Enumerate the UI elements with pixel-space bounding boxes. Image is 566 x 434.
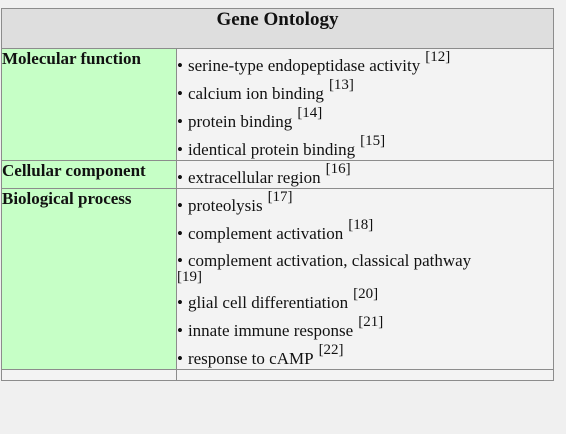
list-item — [177, 217, 553, 244]
term-label: response to cAMP — [187, 349, 314, 368]
term-list — [177, 189, 553, 369]
bullet-icon: • — [177, 168, 183, 187]
list-item — [177, 189, 553, 216]
bullet-icon: • — [177, 196, 183, 215]
term-label: calcium ion binding — [187, 84, 324, 103]
terms-cell — [177, 49, 554, 161]
term-label: proteolysis — [187, 196, 263, 215]
section-row-cellular-component — [2, 161, 554, 189]
bullet-icon: • — [177, 293, 183, 312]
list-item — [177, 286, 553, 313]
reference-link[interactable]: [15] — [360, 133, 386, 149]
list-item — [177, 77, 553, 104]
reference-link[interactable]: [20] — [353, 286, 379, 302]
reference-link[interactable]: [19] — [177, 269, 202, 285]
section-row-biological-process — [2, 189, 554, 370]
bullet-icon: • — [177, 84, 183, 103]
category-label: Molecular function — [2, 49, 177, 161]
reference-link[interactable]: [12] — [425, 49, 451, 65]
reference-link[interactable]: [18] — [348, 217, 374, 233]
reference-link[interactable]: [21] — [358, 314, 384, 330]
list-item — [177, 161, 553, 188]
category-label: Biological process — [2, 189, 177, 370]
term-label: extracellular region — [187, 168, 321, 187]
reference-link[interactable]: [17] — [267, 189, 293, 205]
table-title: Gene Ontology — [2, 9, 554, 49]
term-label: complement activation — [187, 224, 344, 243]
term-label: serine-type endopeptidase activity — [187, 56, 421, 75]
term-label: innate immune response — [187, 321, 354, 340]
bullet-icon: • — [177, 321, 183, 340]
footer-cell — [2, 370, 177, 381]
term-list — [177, 49, 553, 160]
bullet-icon: • — [177, 56, 183, 75]
bullet-icon: • — [177, 112, 183, 131]
bullet-icon: • — [177, 349, 183, 368]
reference-link[interactable]: [16] — [325, 161, 351, 177]
bullet-icon: • — [177, 251, 183, 270]
list-item — [177, 314, 553, 341]
list-item — [177, 342, 553, 369]
reference-link[interactable]: [22] — [318, 342, 344, 358]
list-item — [177, 105, 553, 132]
term-label: complement activation, classical pathway — [187, 251, 472, 270]
list-item — [177, 49, 553, 76]
section-row-molecular-function — [2, 49, 554, 161]
term-label: protein binding — [187, 112, 293, 131]
list-item — [177, 133, 553, 160]
bullet-icon: • — [177, 224, 183, 243]
footer-cell — [177, 370, 554, 381]
term-label: identical protein binding — [187, 140, 356, 159]
header-row — [2, 9, 554, 49]
term-list — [177, 161, 553, 188]
category-label: Cellular component — [2, 161, 177, 189]
list-item — [177, 253, 553, 285]
reference-link[interactable]: [13] — [328, 77, 354, 93]
bullet-icon: • — [177, 140, 183, 159]
table-footer-row — [2, 370, 554, 381]
terms-cell — [177, 161, 554, 189]
reference-link[interactable]: [14] — [297, 105, 323, 121]
terms-cell — [177, 189, 554, 370]
gene-ontology-table — [1, 8, 554, 381]
term-label: glial cell differentiation — [187, 293, 349, 312]
